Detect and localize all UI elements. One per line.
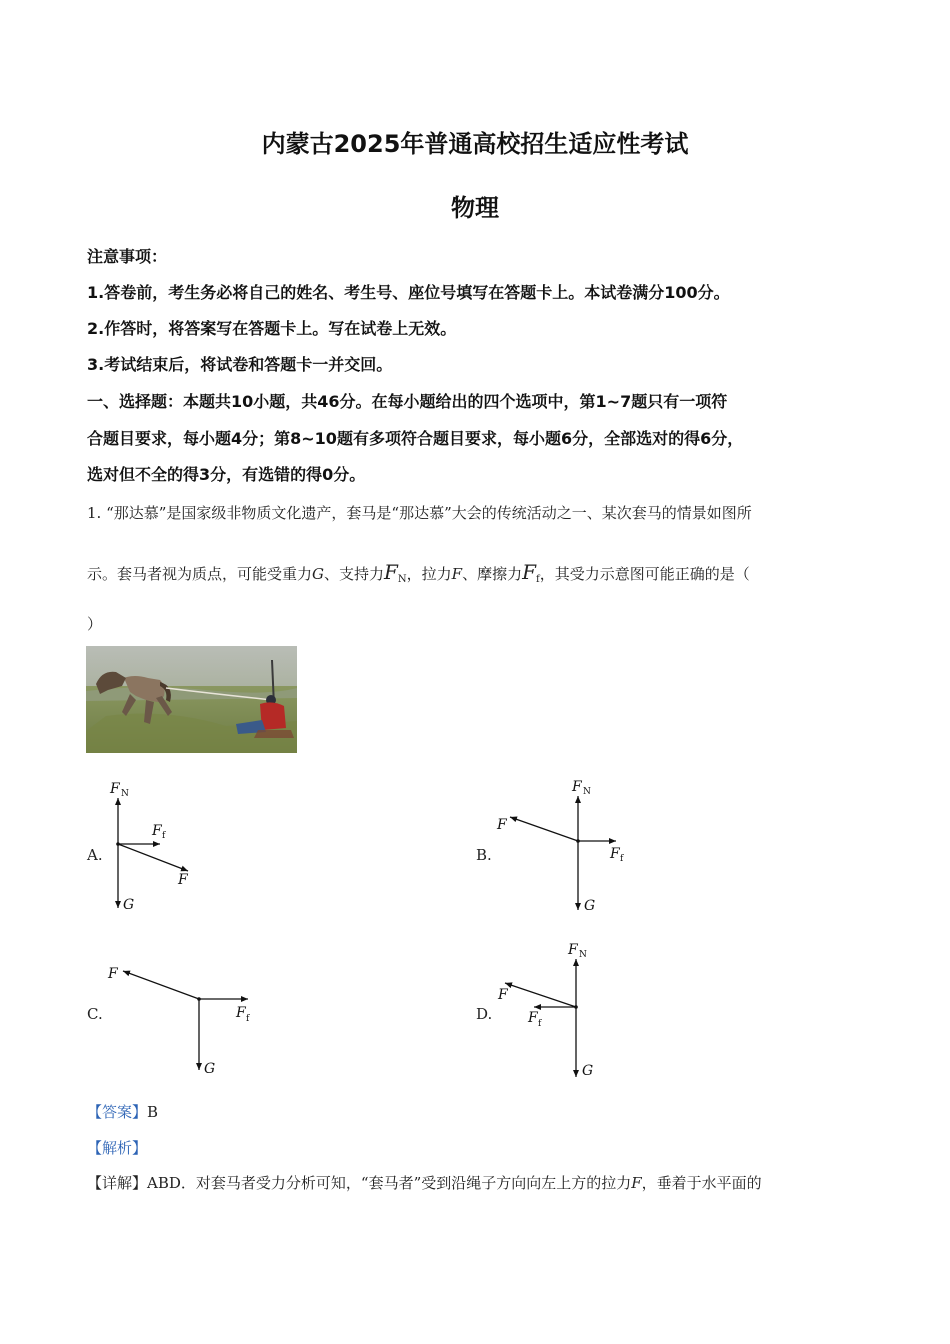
detail-line: 【详解】ABD．对套马者受力分析可知，“套马者”受到沿绳子方向向左上方的拉力F，垂着于水平面的 xyxy=(87,1174,762,1192)
label-fn: F xyxy=(568,942,578,958)
f-arrow xyxy=(123,971,199,999)
label-f: F xyxy=(178,872,188,888)
label-ff: F xyxy=(236,1005,246,1021)
detail-tag: 【详解】 xyxy=(87,1174,148,1192)
option-d-label[interactable]: D. xyxy=(476,1005,493,1023)
option-b-diagram xyxy=(490,774,640,919)
label-ff: F xyxy=(528,1010,538,1026)
instruction-item-3: 3.考试结束后，将试卷和答题卡一并交回。 xyxy=(87,355,393,374)
question-line-2: 示。套马者视为质点，可能受重力G、支持力$F_N$，拉力F、摩擦力$F_f$，其受力示意图可能正确的是（ xyxy=(87,560,750,585)
subject-title: 物理 xyxy=(451,194,499,222)
label-g: G xyxy=(584,898,596,914)
label-ff: F xyxy=(152,823,162,839)
symbol-f: F xyxy=(451,565,463,583)
question-line-1: 1. “那达慕”是国家级非物质文化遗产，套马是“那达慕”大会的传统活动之一、某次套马的情景如图所 xyxy=(87,504,752,522)
f-arrow xyxy=(118,844,188,871)
label-ff: F xyxy=(610,846,620,862)
option-c-label[interactable]: C. xyxy=(87,1005,103,1023)
label-f: F xyxy=(108,966,118,982)
svg-text:N: N xyxy=(121,789,129,799)
f-arrow xyxy=(510,817,578,841)
symbol-g: G xyxy=(312,565,324,583)
option-b-label[interactable]: B. xyxy=(476,846,492,864)
label-f: F xyxy=(498,987,508,1003)
label-fn: F xyxy=(110,781,120,797)
label-g: G xyxy=(582,1063,594,1079)
option-a-label[interactable]: A. xyxy=(87,846,103,864)
symbol-fn: F xyxy=(384,560,398,584)
instruction-item-2: 2.作答时，将答案写在答题卡上。写在试卷上无效。 xyxy=(87,319,457,338)
section-line-2: 合题目要求，每小题4分；第8~10题有多项符合题目要求，每小题6分，全部选对的得6分， xyxy=(87,429,744,448)
answer-line xyxy=(87,1102,877,1122)
label-f: F xyxy=(497,817,507,833)
svg-text:f: f xyxy=(620,854,624,864)
label-g: G xyxy=(123,897,135,913)
analysis-line xyxy=(87,1138,877,1158)
instructions-heading: 注意事项： xyxy=(87,247,168,266)
label-g: G xyxy=(204,1061,216,1077)
section-line-3: 选对但不全的得3分，有选错的得0分。 xyxy=(87,465,366,484)
svg-text:N: N xyxy=(579,950,587,960)
svg-text:f: f xyxy=(162,831,166,841)
svg-text:N: N xyxy=(583,787,591,797)
question-line-3: ） xyxy=(87,615,103,633)
option-d-diagram xyxy=(490,937,610,1082)
analysis-tag: 【解析】 xyxy=(87,1139,148,1157)
option-c-diagram xyxy=(100,960,270,1080)
section-line-1: 一、选择题：本题共10小题，共46分。在每小题给出的四个选项中，第1~7题只有一项符 xyxy=(87,392,728,411)
horse-lasso-photo xyxy=(86,646,297,753)
answer-value: B xyxy=(147,1103,159,1121)
svg-text:f: f xyxy=(246,1014,250,1024)
answer-tag: 【答案】 xyxy=(87,1103,148,1121)
svg-text:f: f xyxy=(538,1019,542,1029)
f-arrow xyxy=(505,983,576,1007)
exam-title: 内蒙古2025年普通高校招生适应性考试 xyxy=(261,130,689,158)
instruction-item-1: 1.答卷前，考生务必将自己的姓名、考生号、座位号填写在答题卡上。本试卷满分100分。 xyxy=(87,283,730,302)
label-fn: F xyxy=(572,779,582,795)
symbol-ff: F xyxy=(522,560,536,584)
option-a-diagram xyxy=(100,776,210,916)
